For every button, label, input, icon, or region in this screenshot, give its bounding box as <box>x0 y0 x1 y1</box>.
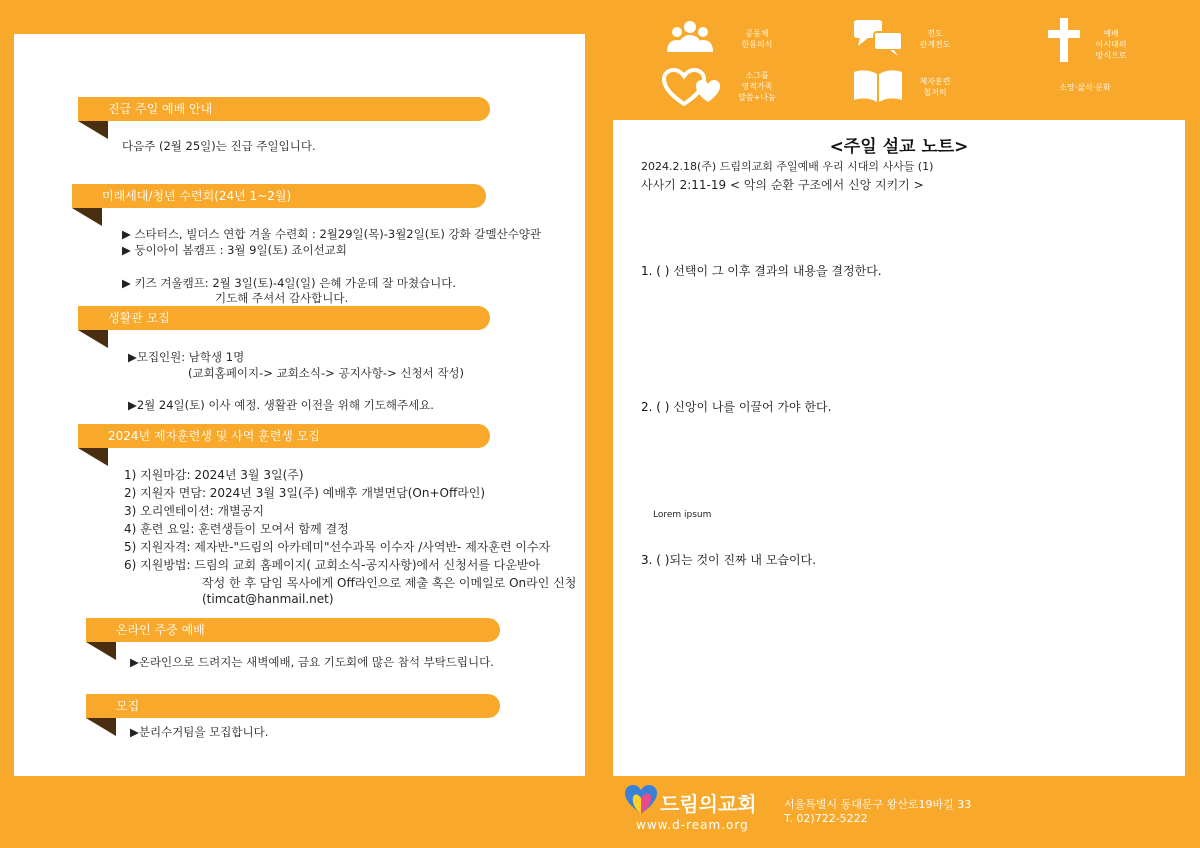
ribbon-fold <box>78 330 108 348</box>
announcements-panel <box>14 34 585 776</box>
announcement-line: 6) 지원방법: 드림의 교회 홈페이지( 교회소식-공지사항)에서 신청서를 다운받아 <box>124 558 541 572</box>
announcement-line: ▶온라인으로 드려지는 새벽예배, 금요 기도회에 많은 참석 부탁드립니다. <box>130 655 494 669</box>
announcement-line: 2) 지원자 면담: 2024년 3월 3일(주) 예배후 개별면담(On+Off라인) <box>124 486 486 500</box>
announcement-line: 다음주 (2월 25일)는 진급 주일입니다. <box>122 139 316 153</box>
church-logo-icon <box>624 784 658 816</box>
placeholder-text: Lorem ipsum <box>653 510 712 520</box>
speech-bubbles-icon <box>852 18 904 56</box>
sermon-point-2: 2. ( ) 신앙이 나를 이끌어 가야 한다. <box>641 400 832 414</box>
announcement-line: 기도해 주셔서 감사합니다. <box>215 291 349 305</box>
icon-label-community: 공동체 한몸의식 <box>741 29 773 49</box>
icon-label-discipleship: 제자훈련 철저히 <box>919 77 951 97</box>
announcement-line: 1) 지원마감: 2024년 3월 3일(주) <box>124 468 304 482</box>
announcement-line: ▶ 키즈 겨울캠프: 2월 3일(토)-4일(일) 은혜 가운데 잘 마쳤습니다. <box>122 276 457 290</box>
announcement-line: 작성 한 후 담임 목사에게 Off라인으로 제출 혹은 이메일로 On라인 신청 <box>202 576 577 590</box>
ribbon-fold <box>78 121 108 139</box>
ribbon-fold <box>78 448 108 466</box>
section-title-dormitory: 생활관 모집 <box>78 306 490 330</box>
section-title-online-worship: 온라인 주중 예배 <box>86 618 500 642</box>
sermon-note-title: <주일 설교 노트> <box>829 137 969 157</box>
ribbon-fold <box>72 208 102 226</box>
icon-label-evangelism: 전도 관계전도 <box>919 29 951 49</box>
icon-label-worship: 예배 이시대의 방식으로 <box>1095 29 1127 60</box>
open-book-icon <box>852 68 904 104</box>
sermon-point-3: 3. ( )되는 것이 진짜 내 모습이다. <box>641 553 817 567</box>
ribbon-fold <box>86 642 116 660</box>
icon-label-small-group: 소그룹 영적가족 말씀+나눔 <box>738 71 776 102</box>
announcement-line: ▶모집인원: 남학생 1명 <box>128 350 245 364</box>
sermon-passage: 사사기 2:11-19 < 악의 순환 구조에서 신앙 지키기 > <box>641 178 924 192</box>
sermon-note-panel <box>613 120 1185 776</box>
announcement-line: 5) 지원자격: 제자반-"드림의 아카데미"선수과목 이수자 /사역반- 제자훈련 이수자 <box>124 540 551 554</box>
people-icon <box>664 18 716 54</box>
announcement-line: ▶ 스타터스, 빌더스 연합 겨울 수련회 : 2월29일(목)-3월2일(토) 강화 갈멜산수양관 <box>122 227 542 241</box>
announcement-line: ▶분리수거팀을 모집합니다. <box>130 725 269 739</box>
church-name: 드림의교회 <box>660 792 757 816</box>
announcement-line: 3) 오리엔테이션: 개별공지 <box>124 504 264 518</box>
section-title-youth-retreat: 미래세대/청년 수련회(24년 1~2월) <box>72 184 486 208</box>
section-title-recruitment: 모집 <box>86 694 500 718</box>
church-address: 서울특별시 동대문구 왕산로19바길 33 <box>784 798 972 811</box>
sermon-meta: 2024.2.18(주) 드림의교회 주일예배 우리 시대의 사사들 (1) <box>641 160 934 173</box>
announcement-line: ▶2월 24일(토) 이사 예정. 생활관 이전을 위해 기도해주세요. <box>128 398 434 412</box>
ribbon-fold <box>86 718 116 736</box>
announcement-line: 4) 훈련 요일: 훈련생들이 모여서 함께 결정 <box>124 522 349 536</box>
contact-email: (timcat@hanmail.net) <box>202 592 334 606</box>
icon-label-culture: 소망·삶식·문화 <box>1059 83 1111 92</box>
section-title-discipleship: 2024년 제자훈련생 및 사역 훈련생 모집 <box>78 424 490 448</box>
sermon-point-1: 1. ( ) 선택이 그 이후 결과의 내용을 결정한다. <box>641 264 882 278</box>
church-phone: T. 02)722-5222 <box>784 812 868 825</box>
church-website-link[interactable]: www.d-ream.org <box>636 818 749 832</box>
section-title-promotion-sunday: 진급 주일 예배 안내 <box>78 97 490 121</box>
announcement-line: ▶ 둥이아이 봄캠프 : 3월 9일(토) 죠이선교회 <box>122 243 347 257</box>
hearts-icon <box>662 68 722 106</box>
announcement-line: (교회홈페이지-> 교회소식-> 공지사항-> 신청서 작성) <box>188 366 465 380</box>
